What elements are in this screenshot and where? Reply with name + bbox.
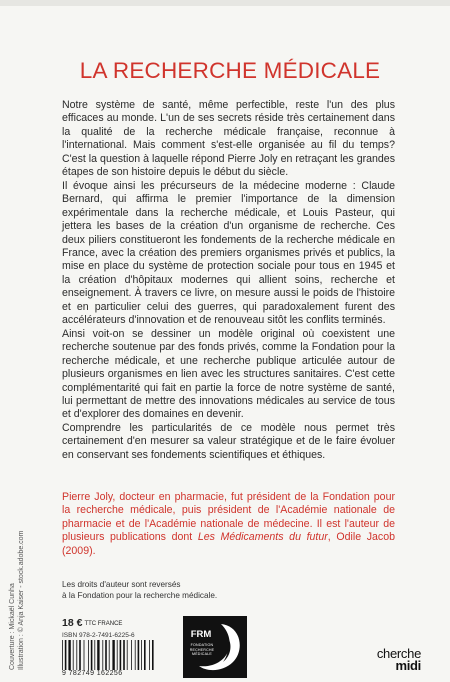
price-amount: 18 €	[62, 617, 83, 629]
blurb	[62, 99, 395, 462]
author-book-title: Les Médicaments du futur	[197, 531, 328, 544]
frm-logo-sub-3: MÉDICALE	[192, 652, 212, 656]
isbn: ISBN 978-2-7491-6225-6	[62, 632, 135, 639]
author-bio-text: Pierre Joly, docteur en pharmacie, fut président de la Fondation pour la recherche médicale, puis président de l'Académie nationale de pharmacie et de l'Académie nationale de médecine. Il est l'auteur de plusieurs publications dont	[62, 491, 395, 544]
author-bio	[62, 491, 395, 558]
book-title: LA RECHERCHE MÉDICALE	[79, 58, 381, 83]
price-label: TTC FRANCE	[84, 621, 123, 627]
author-bio-tail: , Odile Jacob (2009).	[62, 531, 395, 557]
cover-credits	[8, 531, 26, 670]
blurb-paragraph-2: Il évoque ainsi les précurseurs de la médecine moderne : Claude Bernard, qui affirma le premier l'importance de la dimension expérimentale dans la recherche médicale, et Louis Pasteur, qui jettera les bases de la création d'un organisme de recherche. Ces deux piliers constitueront les fondements de la recherche médicale en France, avec la création des premiers organismes privés et publics, la mise en place du système de protection sociale pour tous en 1945 et la création d'hôpitaux modernes qui allient soins, recherche et enseignement. À travers ce livre, on mesure aussi le poids de l'histoire et en particulier celui des guerres, qui paradoxalement furent des accélérateurs d'innovation et de renouveau sitôt les conflits terminés.	[62, 179, 395, 327]
price	[62, 617, 122, 629]
blurb-paragraph-1: Notre système de santé, même perfectible, reste l'un des plus efficaces au monde. L'un de ses secrets réside très certainement dans la qualité de la recherche médicale française, reconnue à l'international. Mais comment s'est-elle organisée au fil du temps? C'est la question à laquelle répond Pierre Joly en retraçant les grandes étapes de son histoire depuis le début du siècle.	[62, 99, 395, 179]
frm-logo-subtitle	[187, 643, 217, 657]
publisher-line-2: midi	[395, 658, 421, 673]
barcode-number: 9 782749 162256	[62, 670, 123, 677]
royalties-note	[62, 579, 282, 601]
credit-illustration: Illustration : © Anja Kaiser - stock.adobe.com	[18, 530, 25, 670]
publisher-logo	[365, 648, 421, 672]
credit-cover: Couverture : Mickaël Cunha	[9, 583, 16, 670]
frm-logo-name: FRM	[190, 629, 212, 640]
blurb-paragraph-4: Comprendre les particularités de ce modèle nous permet très certainement d'en mesurer sa valeur stratégique et de le faire évoluer en conservant ses fondements scientifiques et éthiques.	[62, 421, 395, 461]
frm-logo-sub-2: RECHERCHE	[189, 647, 215, 652]
blurb-paragraph-3: Ainsi voit-on se dessiner un modèle original où coexistent une recherche soutenue par des fonds privés, comme la Fondation pour la recherche médicale, et une recherche publique articulée autour de plusieurs organismes en lien avec les structures sanitaires. C'est cette complémentarité qui fait en partie la force de notre système de santé, lui permettant de mettre des innovations médicales au service de tous et d'explorer des domaines en devenir.	[62, 327, 395, 421]
publisher-line-1: cherche	[376, 646, 421, 661]
royalties-line-1: Les droits d'auteur sont reversés	[62, 580, 181, 589]
barcode	[60, 640, 160, 674]
frm-logo-sub-1: FONDATION	[190, 643, 214, 647]
royalties-line-2: à la Fondation pour la recherche médicale.	[62, 591, 218, 600]
